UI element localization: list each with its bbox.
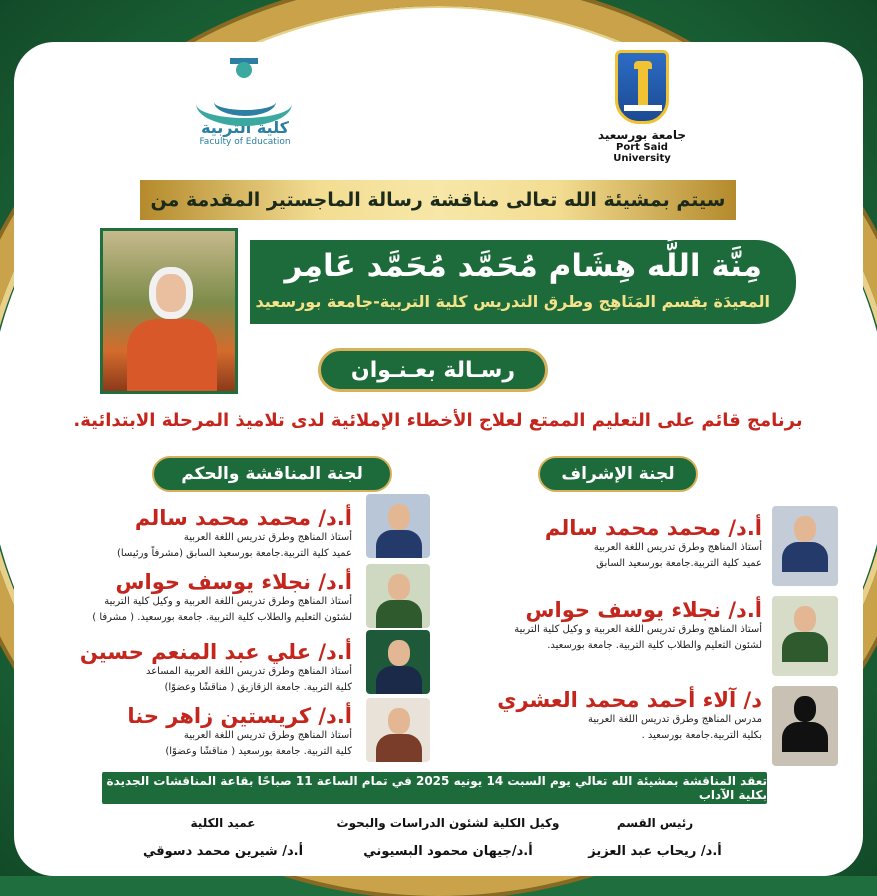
signature-role: رئيس القسم — [616, 816, 694, 830]
thesis-label: رسـالة بعـنـوان — [318, 348, 548, 392]
member-title: أستاذ المناهج وطرق تدريس اللغة العربية و وكيل كلية التربية — [104, 596, 352, 607]
faculty-name-ar: كلية التربية — [201, 118, 289, 137]
discussion-schedule-bar: تعقد المناقشة بمشيئة الله تعالي يوم السبت 14 يونيه 2025 في تمام الساعة 11 صباحًا بقاعة المناقشات الجديدة بكلية الآداب — [102, 772, 767, 804]
candidate-name: مِنَّة اللَّه هِشَام مُحَمَّد مُحَمَّد عَامِر — [284, 248, 762, 284]
supervisor-member — [440, 598, 762, 654]
signature-name: أ.د/ شيرين محمد دسوقي — [142, 844, 304, 859]
member-name: أ.د/ نجلاء يوسف حواس — [525, 598, 762, 622]
member-role: عميد كلية التربية.جامعة بورسعيد السابق (مشرفاً ورئيسا) — [116, 548, 352, 559]
signature-department-head — [560, 816, 750, 859]
port-said-university-logo — [592, 50, 692, 168]
announcement-banner: سيتم بمشيئة الله تعالى مناقشة رسالة الماجستير المقدمة من — [140, 180, 736, 220]
university-name-en: Port Said University — [613, 142, 671, 164]
university-name-ar: جامعة بورسعيد — [597, 128, 687, 142]
member-name: أ.د/ محمد محمد سالم — [134, 506, 352, 530]
candidate-bar — [250, 240, 796, 324]
faculty-name-en: Faculty of Education — [199, 137, 291, 147]
candidate-department: المعيدَة بقسم المَنَاهِج وطرق التدريس كلية التربية-جامعة بورسعيد — [255, 292, 770, 311]
member-title: أستاذ المناهج وطرق تدريس اللغة العربية — [183, 730, 352, 741]
thesis-title: برنامج قائم على التعليم الممتع لعلاج الأخطاء الإملائية لدى تلاميذ المرحلة الابتدائية. — [73, 410, 803, 431]
exam-member — [50, 506, 352, 562]
member-role: لشئون التعليم والطلاب كلية التربية. جامعة بورسعيد. ( مشرفا ) — [92, 612, 352, 623]
graduate-book-icon — [190, 58, 300, 118]
supervisor-member — [440, 516, 762, 572]
member-photo — [772, 686, 838, 766]
member-role: لشئون التعليم والطلاب كلية التربية. جامعة بورسعيد. — [547, 640, 762, 651]
signature-role: عميد الكلية — [190, 816, 256, 830]
member-photo — [366, 564, 430, 628]
faculty-of-education-logo — [180, 58, 310, 168]
member-name: أ.د/ كريستين زاهر حنا — [127, 704, 352, 728]
member-photo — [772, 506, 838, 586]
member-name: أ.د/ محمد محمد سالم — [544, 516, 762, 540]
member-title: مدرس المناهج وطرق تدريس اللغة العربية — [587, 714, 762, 725]
signature-dean — [138, 816, 308, 859]
member-role: كلية التربية. جامعة الزقازيق ( مناقشًا وعضوًا) — [164, 682, 352, 693]
signature-name: أ.د/جيهان محمود البسيوني — [363, 844, 533, 859]
member-photo — [366, 630, 430, 694]
exam-member — [50, 570, 352, 626]
member-photo — [366, 698, 430, 762]
university-shield-icon — [615, 50, 669, 124]
member-role: كلية التربية. جامعة بورسعيد ( مناقشًا وعضوًا) — [165, 746, 352, 757]
member-title: أستاذ المناهج وطرق تدريس اللغة العربية — [183, 532, 352, 543]
examination-committee-title: لجنة المناقشة والحكم — [152, 456, 392, 492]
signature-name: أ.د/ ريحاب عبد العزيز — [588, 844, 722, 859]
candidate-photo — [100, 228, 238, 394]
member-name: أ.د/ نجلاء يوسف حواس — [115, 570, 352, 594]
member-role: عميد كلية التربية.جامعة بورسعيد السابق — [596, 558, 762, 569]
member-name: أ.د/ علي عبد المنعم حسين — [79, 640, 352, 664]
signature-vice-dean — [318, 816, 578, 859]
member-title: أستاذ المناهج وطرق تدريس اللغة العربية — [593, 542, 762, 553]
signature-role: وكيل الكلية لشئون الدراسات والبحوث — [336, 816, 560, 830]
member-role: بكلية التربية.جامعة بورسعيد . — [641, 730, 762, 741]
member-name: د/ آلاء أحمد محمد العشري — [497, 688, 762, 712]
supervisor-member — [440, 688, 762, 744]
member-photo — [366, 494, 430, 558]
member-title: أستاذ المناهج وطرق تدريس اللغة العربية المساعد — [145, 666, 352, 677]
member-photo — [772, 596, 838, 676]
member-title: أستاذ المناهج وطرق تدريس اللغة العربية و وكيل كلية التربية — [514, 624, 762, 635]
exam-member — [50, 640, 352, 696]
exam-member — [50, 704, 352, 760]
supervision-committee-title: لجنة الإشراف — [538, 456, 698, 492]
